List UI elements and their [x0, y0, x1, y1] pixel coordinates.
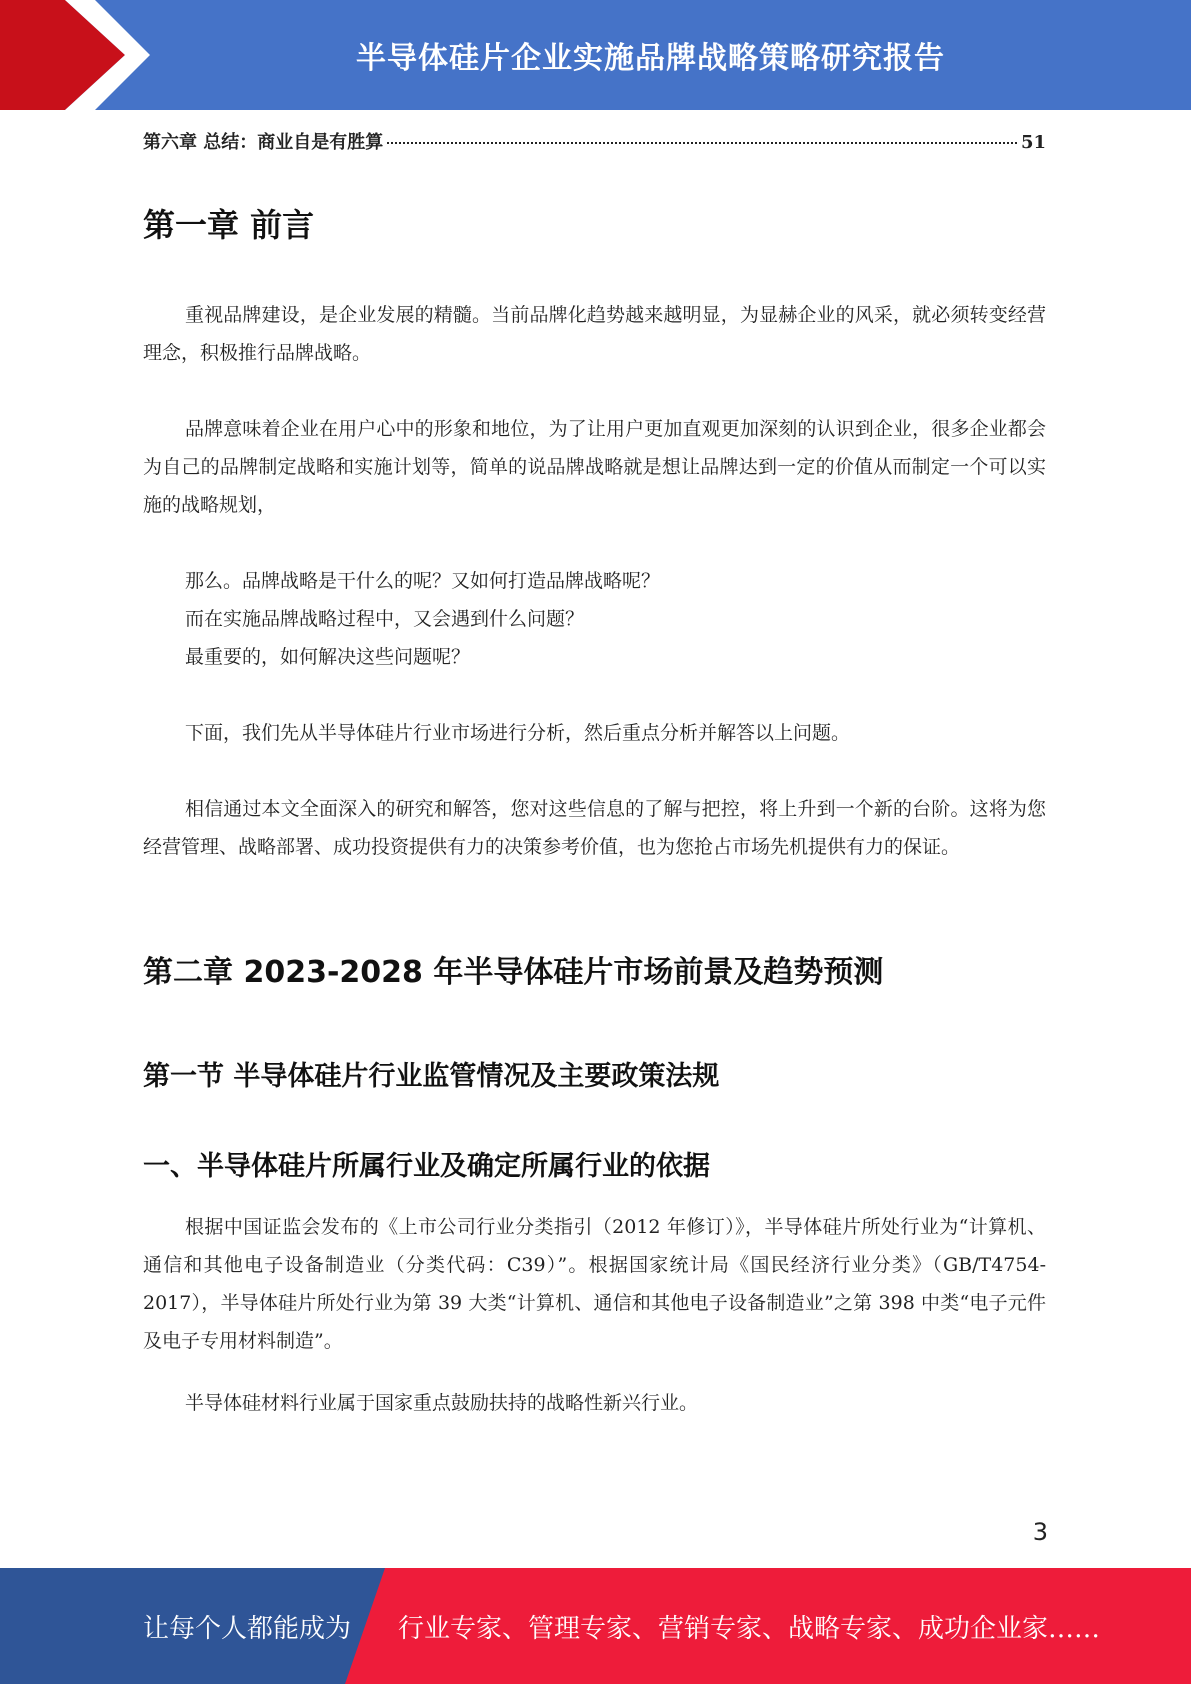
chapter2-section1-title: 第一节 半导体硅片行业监管情况及主要政策法规: [143, 1061, 720, 1092]
toc-entry-label: 第六章 总结：商业自是有胜算: [143, 132, 384, 153]
page-footer: [0, 1568, 1191, 1684]
chapter1-paragraph-4: 相信通过本文全面深入的研究和解答，您对这些信息的了解与把控，将上升到一个新的台阶。这将为您经营管理、战略部署、成功投资提供有力的决策参考价值，也为您抢占市场先机提供有力的保证。: [143, 798, 1046, 858]
chapter2-paragraph-2: 半导体硅材料行业属于国家重点鼓励扶持的战略性新兴行业。: [185, 1392, 699, 1414]
page-header: [0, 0, 1191, 110]
chapter1-paragraph-3: 下面，我们先从半导体硅片行业市场进行分析，然后重点分析并解答以上问题。: [185, 722, 851, 744]
header-title: 半导体硅片企业实施品牌战略策略研究报告: [356, 41, 945, 76]
chapter2-title: 第二章 2023-2028 年半导体硅片市场前景及趋势预测: [143, 955, 884, 990]
chapter1-paragraph-2: 品牌意味着企业在用户心中的形象和地位，为了让用户更加直观更加深刻的认识到企业，很多企业都会为自己的品牌制定战略和实施计划等，简单的说品牌战略就是想让品牌达到一定的价值从而制定一个可以实施的战略规划，: [143, 418, 1046, 516]
chapter1-title: 第一章 前言: [143, 206, 315, 244]
chapter2-subsection1-title: 一、半导体硅片所属行业及确定所属行业的依据: [143, 1151, 710, 1182]
chapter2-paragraph-1: 根据中国证监会发布的《上市公司行业分类指引（2012 年修订）》，半导体硅片所处行业为“计算机、通信和其他电子设备制造业（分类代码：C39）”。根据国家统计局《国民经济行业分类》（GB/T4754-2017），半导体硅片所处行业为第 39 大类“计算机、通信和其他电子设备制造业”之第 398 中类“电子元件及电子专用材料制造”。: [143, 1216, 1046, 1352]
toc-entry[interactable]: [143, 128, 1046, 154]
chapter1-question-3: 最重要的，如何解决这些问题呢？: [185, 646, 471, 668]
page-number: 3: [1032, 1518, 1048, 1546]
toc-entry-page: 51: [1020, 132, 1046, 153]
chapter1-paragraph-1: 重视品牌建设，是企业发展的精髓。当前品牌化趋势越来越明显，为显赫企业的风采，就必须转变经营理念，积极推行品牌战略。: [143, 304, 1046, 364]
footer-slogan-right: 行业专家、管理专家、营销专家、战略专家、成功企业家……: [398, 1613, 1101, 1644]
chapter1-question-2: 而在实施品牌战略过程中，又会遇到什么问题？: [185, 608, 585, 630]
chapter1-question-1: 那么。品牌战略是干什么的呢？又如何打造品牌战略呢？: [185, 570, 661, 592]
toc-leader-dots: [387, 142, 1017, 144]
footer-slogan-left: 让每个人都能成为: [143, 1613, 352, 1644]
